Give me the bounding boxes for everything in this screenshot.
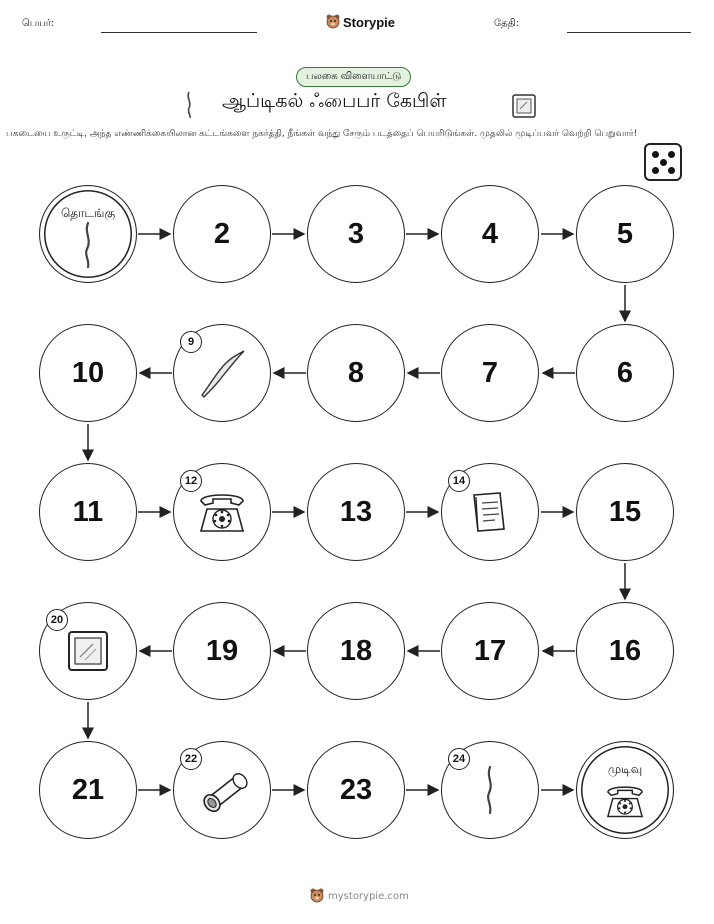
board-cell-23 — [307, 741, 405, 839]
bear-mascot-icon — [310, 888, 324, 904]
cell-number-badge: 14 — [448, 470, 470, 492]
board-cell-4 — [441, 185, 539, 283]
cell-number: 15 — [608, 495, 642, 528]
board-cell-2 — [173, 185, 271, 283]
cell-number: 17 — [473, 634, 507, 667]
mirror-icon — [66, 629, 110, 673]
cell-number: 6 — [616, 356, 634, 389]
board-cell-6 — [576, 324, 674, 422]
cell-number-badge: 20 — [46, 609, 68, 631]
cell-number: 13 — [339, 495, 373, 528]
finish-cell — [576, 741, 674, 839]
cell-number-badge: 9 — [180, 331, 202, 353]
board-cell-3 — [307, 185, 405, 283]
brand-name: Storypie — [343, 14, 396, 30]
cell-number: 19 — [205, 634, 239, 667]
cell-number: 4 — [481, 217, 499, 250]
start-cell — [39, 185, 137, 283]
footer-url: mystorypie.com — [328, 890, 409, 902]
cell-number-badge: 24 — [448, 748, 470, 770]
board-cell-21 — [39, 741, 137, 839]
finish-label: முடிவு — [607, 762, 643, 776]
cell-number: 18 — [339, 634, 373, 667]
cell-number-badge: 12 — [180, 470, 202, 492]
fiber-strand-icon — [196, 345, 248, 401]
board-cell-19 — [173, 602, 271, 700]
cell-number-badge: 22 — [180, 748, 202, 770]
board-cell-8 — [307, 324, 405, 422]
rotary-telephone-icon — [195, 487, 249, 537]
name-label: பெயர்: — [22, 18, 55, 29]
board-cell-17 — [441, 602, 539, 700]
board-cell-7 — [441, 324, 539, 422]
cell-number: 23 — [339, 773, 373, 806]
board-cell-5 — [576, 185, 674, 283]
start-label: தொடங்கு — [60, 206, 116, 220]
board-game-tag: பலகை விளையாட்டு — [296, 67, 411, 87]
fiber-strand-icon — [78, 221, 98, 269]
cell-number: 16 — [608, 634, 642, 667]
cell-number: 7 — [481, 356, 499, 389]
instructions-text: பகடையை உருட்டி, அந்த எண்ணிக்கையிலான கட்டங்களை நகர்த்தி, நீங்கள் வந்து சேரும் படத்தைப் பெயரிடுங்கள். முதலில் முடிப்பவர் வெற்றி பெறுவார்! — [6, 129, 638, 139]
page-title: ஆப்டிகல் ஃபைபர் கேபிள் — [222, 90, 447, 112]
fiber-strand-icon — [480, 765, 500, 815]
board-cell-10 — [39, 324, 137, 422]
document-icon — [470, 489, 510, 535]
board-cell-11 — [39, 463, 137, 561]
cell-number: 8 — [347, 356, 365, 389]
cell-number: 2 — [213, 217, 231, 250]
rotary-telephone-icon — [603, 780, 647, 822]
board-cell-16 — [576, 602, 674, 700]
board-cell-13 — [307, 463, 405, 561]
tube-icon — [194, 768, 250, 812]
date-label: தேதி: — [494, 18, 520, 29]
footer — [310, 888, 409, 904]
cell-number: 21 — [71, 773, 105, 806]
cell-number: 3 — [347, 217, 365, 250]
cell-number: 11 — [72, 495, 104, 528]
board-cell-15 — [576, 463, 674, 561]
cell-number: 5 — [616, 217, 634, 250]
board-cell-18 — [307, 602, 405, 700]
cell-number: 10 — [71, 356, 105, 389]
